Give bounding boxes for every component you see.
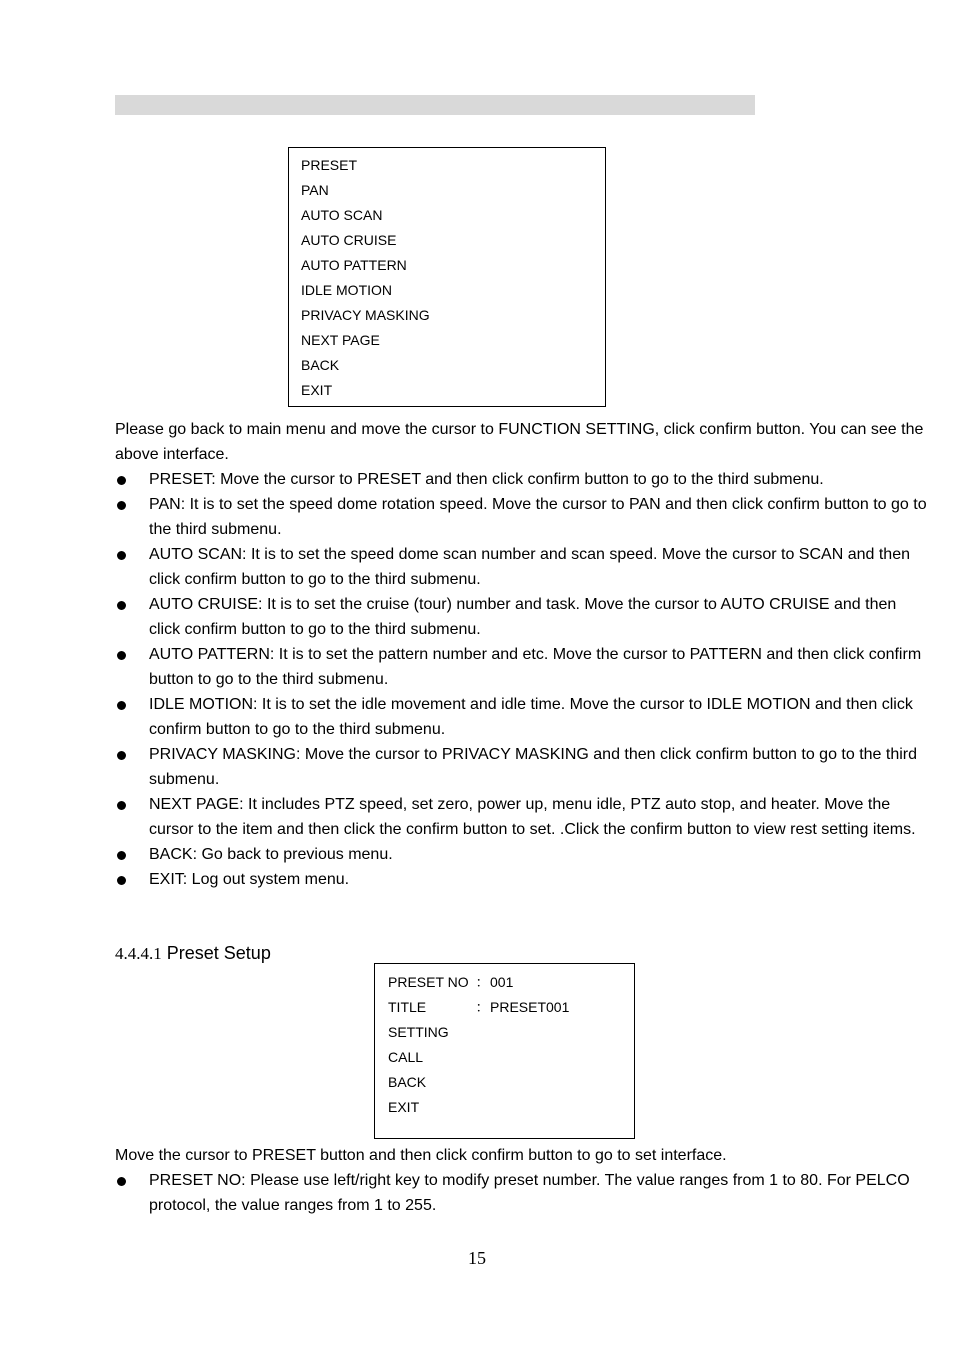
- list-item-text: IDLE MOTION: It is to set the idle movement and idle time. Move the cursor to IDLE MOTION and then click confirm button to go to the third submenu.: [149, 696, 913, 738]
- page-number: 15: [468, 1248, 486, 1268]
- list-item: [115, 542, 930, 592]
- section-title: Preset Setup: [166, 943, 271, 963]
- menu-item-setting: SETTING: [388, 1024, 449, 1040]
- preset-no-label: PRESET NO: [388, 974, 469, 990]
- bullet-icon: [117, 601, 126, 610]
- menu-item-auto-cruise: AUTO CRUISE: [301, 232, 397, 248]
- preset-no-row: [388, 970, 634, 995]
- list-item: [115, 692, 930, 742]
- list-item: [115, 492, 930, 542]
- menu-item-exit: EXIT: [388, 1099, 420, 1115]
- menu-item-preset: PRESET: [301, 157, 358, 173]
- list-item: [115, 467, 930, 492]
- bullet-icon: [117, 476, 126, 485]
- preset-setup-menu: [374, 963, 635, 1139]
- function-setting-menu: [288, 147, 606, 407]
- bullet-icon: [117, 851, 126, 860]
- title-label: TITLE: [388, 999, 427, 1015]
- list-item: [115, 1168, 930, 1218]
- list-item: [115, 792, 930, 842]
- section-heading: [115, 943, 271, 964]
- list-item-text: NEXT PAGE: It includes PTZ speed, set zero, power up, menu idle, PTZ auto stop, and heater. Move the cursor to the item and then click the confirm button to set. .Click the confirm button to view rest setting items.: [149, 796, 916, 838]
- bullet-icon: [117, 876, 126, 885]
- bullet-icon: [117, 701, 126, 710]
- preset-no-separator: ：: [475, 974, 490, 990]
- list-item-text: EXIT: Log out system menu.: [149, 871, 350, 888]
- bullet-icon: [117, 751, 126, 760]
- list-item: [115, 592, 930, 642]
- list-item: [115, 642, 930, 692]
- menu-item-privacy-masking: PRIVACY MASKING: [301, 307, 430, 323]
- list-item-text: PRESET: Move the cursor to PRESET and then click confirm button to go to the third submenu.: [149, 471, 824, 488]
- list-item: [115, 842, 930, 867]
- list-item-text: AUTO PATTERN: It is to set the pattern number and etc. Move the cursor to PATTERN and then click confirm button to go to the third submenu.: [149, 646, 922, 688]
- section-number: 4.4.4.1: [115, 944, 162, 963]
- menu-item-exit: EXIT: [301, 382, 333, 398]
- menu-item-idle-motion: IDLE MOTION: [301, 282, 393, 298]
- preset-no-value: 001: [490, 974, 514, 990]
- title-row: [388, 995, 634, 1020]
- function-bullet-list: [115, 467, 930, 892]
- menu-item-back: BACK: [388, 1074, 427, 1090]
- list-item-text: BACK: Go back to previous menu.: [149, 846, 393, 863]
- menu-item-auto-pattern: AUTO PATTERN: [301, 257, 407, 273]
- list-item: [115, 867, 930, 892]
- intro-paragraph: Please go back to main menu and move the cursor to FUNCTION SETTING, click confirm button. You can see the above interface.: [115, 421, 924, 463]
- bullet-icon: [117, 551, 126, 560]
- list-item-text: PRESET NO: Please use left/right key to modify preset number. The value ranges from 1 to 80. For PELCO protocol, the value ranges from 1 to 255.: [149, 1172, 910, 1214]
- preset-bullet-list: [115, 1168, 930, 1218]
- title-separator: ：: [475, 999, 490, 1015]
- section-header-bar: [115, 95, 755, 115]
- menu-item-pan: PAN: [301, 182, 329, 198]
- bullet-icon: [117, 651, 126, 660]
- list-item-text: PAN: It is to set the speed dome rotation speed. Move the cursor to PAN and then click confirm button to go to the third submenu.: [149, 496, 927, 538]
- menu-item-next-page: NEXT PAGE: [301, 332, 380, 348]
- menu-item-auto-scan: AUTO SCAN: [301, 207, 383, 223]
- list-item: [115, 742, 930, 792]
- bullet-icon: [117, 501, 126, 510]
- menu-item-call: CALL: [388, 1049, 424, 1065]
- bullet-icon: [117, 801, 126, 810]
- preset-intro-paragraph: Move the cursor to PRESET button and then click confirm button to go to set interface.: [115, 1147, 727, 1164]
- list-item-text: AUTO CRUISE: It is to set the cruise (tour) number and task. Move the cursor to AUTO CRUISE and then click confirm button to go to the third submenu.: [149, 596, 897, 638]
- menu-item-back: BACK: [301, 357, 340, 373]
- title-value: PRESET001: [490, 999, 570, 1015]
- list-item-text: AUTO SCAN: It is to set the speed dome scan number and scan speed. Move the cursor to SCAN and then click confirm button to go to the third submenu.: [149, 546, 910, 588]
- bullet-icon: [117, 1177, 126, 1186]
- list-item-text: PRIVACY MASKING: Move the cursor to PRIVACY MASKING and then click confirm button to go to the third submenu.: [149, 746, 918, 788]
